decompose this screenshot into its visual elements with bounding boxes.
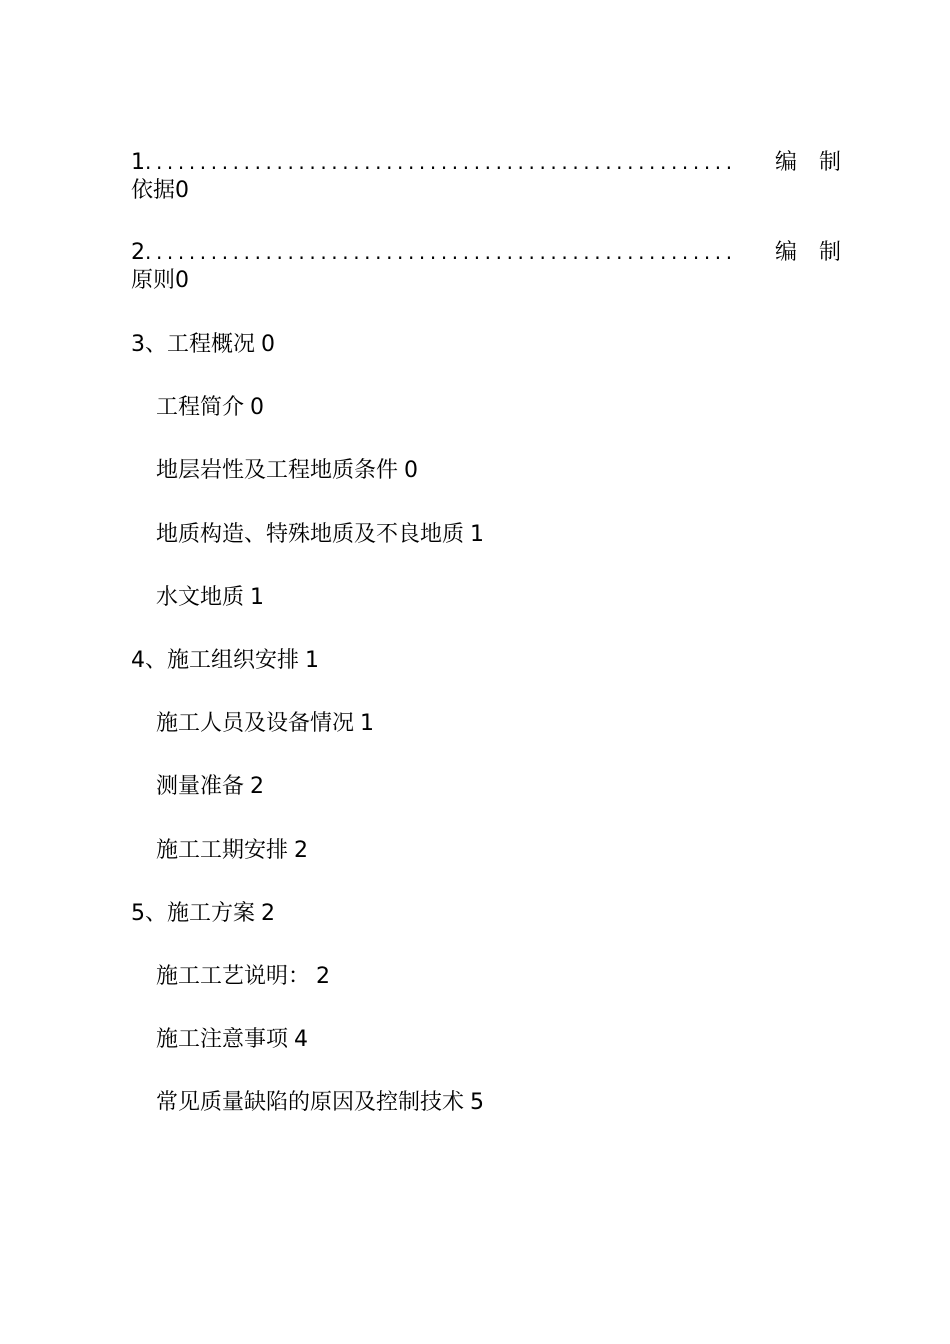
toc-entry-3-1[interactable] <box>156 394 264 422</box>
toc-page-number: 0 <box>175 268 190 293</box>
toc-entry-title-part: 编制 <box>774 240 863 265</box>
toc-page-number: 1 <box>305 648 319 673</box>
toc-page-number: 2 <box>316 964 331 989</box>
toc-entry-title: 测量准备 <box>156 774 245 799</box>
toc-entry-5-3[interactable] <box>156 1089 484 1117</box>
toc-entry-number: 2 <box>131 240 145 265</box>
toc-page-number: 2 <box>261 901 275 926</box>
toc-page-number: 1 <box>470 522 485 547</box>
toc-entry-title: 5、施工方案 <box>131 901 255 926</box>
toc-entry-2-line2[interactable] <box>131 267 189 295</box>
toc-entry-title-part: 原则 <box>131 268 176 293</box>
toc-entry-title: 4、施工组织安排 <box>131 648 299 673</box>
toc-entry-number: 1 <box>131 150 145 175</box>
toc-entry-title: 施工注意事项 <box>156 1027 289 1052</box>
toc-entry-4-1[interactable] <box>156 710 374 738</box>
toc-entry-5[interactable] <box>131 900 275 928</box>
toc-entry-4[interactable] <box>131 647 319 675</box>
toc-page-number: 1 <box>360 711 375 736</box>
dot-leader: ...................................................... <box>145 240 737 264</box>
dot-leader: ...................................................... <box>145 150 737 174</box>
toc-entry-4-2[interactable] <box>156 773 264 801</box>
toc-page-number: 2 <box>294 838 309 863</box>
toc-entry-title: 地层岩性及工程地质条件 <box>156 458 399 483</box>
toc-entry-1-line2[interactable] <box>131 177 189 205</box>
toc-entry-5-1[interactable] <box>156 963 330 991</box>
toc-entry-4-3[interactable] <box>156 837 308 865</box>
toc-page-number: 1 <box>250 585 265 610</box>
toc-entry-1-line1[interactable] <box>131 148 863 177</box>
toc-entry-3-2[interactable] <box>156 457 418 485</box>
toc-page-number: 0 <box>261 332 275 357</box>
toc-entry-3[interactable] <box>131 331 275 359</box>
toc-entry-title-part: 编制 <box>774 150 863 175</box>
toc-entry-title: 工程简介 <box>156 395 245 420</box>
toc-entry-3-3[interactable] <box>156 521 484 549</box>
toc-page-number: 5 <box>470 1090 485 1115</box>
toc-entry-title: 施工人员及设备情况 <box>156 711 355 736</box>
toc-page-number: 4 <box>294 1027 309 1052</box>
toc-entry-3-4[interactable] <box>156 584 264 612</box>
toc-entry-title: 施工工期安排 <box>156 838 289 863</box>
toc-entry-5-2[interactable] <box>156 1026 308 1054</box>
toc-entry-title: 地质构造、特殊地质及不良地质 <box>156 522 465 547</box>
toc-entry-title: 常见质量缺陷的原因及控制技术 <box>156 1090 465 1115</box>
toc-page-number: 0 <box>404 458 419 483</box>
toc-page-number: 0 <box>175 178 190 203</box>
toc-entry-title: 施工工艺说明： <box>156 964 311 989</box>
toc-entry-title: 水文地质 <box>156 585 245 610</box>
toc-page-number: 0 <box>250 395 265 420</box>
toc-entry-2-line1[interactable] <box>131 238 863 267</box>
toc-entry-title: 3、工程概况 <box>131 332 255 357</box>
toc-page-number: 2 <box>250 774 265 799</box>
toc-entry-title-part: 依据 <box>131 178 176 203</box>
